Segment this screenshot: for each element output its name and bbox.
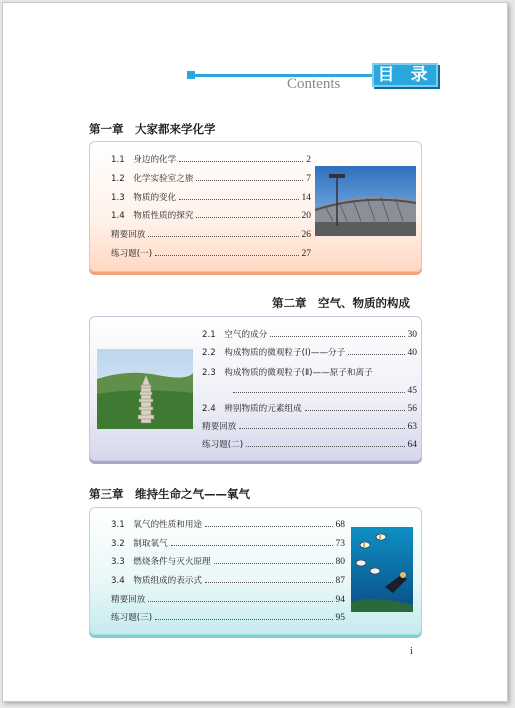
toc-entry[interactable] [111,228,311,240]
toc-entry-label: 精要回放 [111,595,146,605]
toc-entry-page: 2 [306,155,311,165]
toc-entry-label: 2.3 构成物质的微观粒子(Ⅱ)——原子和离子 [202,368,373,378]
diver-photo [351,527,413,612]
toc-entry-label: 练习题(三) [111,613,153,623]
chapter-2-title: 第二章 空气、物质的构成 [272,296,410,310]
toc-entry[interactable] [202,420,417,432]
toc-entry-label: 3.2 制取氧气 [111,539,168,549]
toc-entry[interactable] [111,209,311,221]
toc-entry-page: 14 [301,193,311,203]
toc-entry-page: 20 [301,211,311,221]
toc-entry[interactable] [202,364,417,400]
toc-entry[interactable] [111,518,345,530]
toc-entry[interactable] [111,611,345,623]
toc-entry-label: 1.2 化学实验室之旅 [111,174,194,184]
toc-title-box: 目 录 [372,63,438,87]
toc-entry[interactable] [111,593,345,605]
toc-entry-page: 94 [335,595,345,605]
toc-entry-label: 练习题(二) [202,440,244,450]
toc-entry[interactable] [111,537,345,549]
toc-entry-page: 30 [407,330,417,340]
toc-entry-page: 73 [335,539,345,549]
toc-entry[interactable] [111,153,311,165]
page-number: i [410,646,413,657]
toc-entry-page: 64 [407,440,417,450]
toc-entry-label: 2.1 空气的成分 [202,330,268,340]
toc-entry-label: 练习题(一) [111,249,153,259]
toc-entry-page: 26 [301,230,311,240]
toc-entry-page: 80 [335,557,345,567]
toc-entry-label: 3.3 燃烧条件与灭火原理 [111,557,211,567]
toc-entry-page: 56 [407,404,417,414]
toc-entry[interactable] [202,328,417,340]
toc-entry-page: 27 [301,249,311,259]
toc-entry-label: 1.3 物质的变化 [111,193,177,203]
toc-entry-label: 2.2 构成物质的微观粒子(Ⅰ)——分子 [202,348,346,358]
toc-entry[interactable] [111,191,311,203]
pagoda-photo [97,349,193,429]
toc-entry-page: 40 [407,348,417,358]
toc-entry-page: 7 [306,174,311,184]
toc-entry[interactable] [111,555,345,567]
toc-entry[interactable] [111,172,311,184]
chapter-1-title: 第一章 大家都来学化学 [89,122,216,136]
toc-entry-label: 3.4 物质组成的表示式 [111,576,203,586]
toc-entry-page: 87 [335,576,345,586]
toc-entry-label: 精要回放 [111,230,146,240]
chapter-3-title: 第三章 维持生命之气——氧气 [89,487,250,501]
toc-entry[interactable] [202,438,417,450]
toc-entry[interactable] [111,574,345,586]
toc-entry-label: 精要回放 [202,422,237,432]
toc-entry-page: 45 [407,386,417,396]
toc-entry-page: 63 [407,422,417,432]
stadium-photo [315,166,416,236]
toc-entry-page: 68 [335,520,345,530]
toc-entry[interactable] [111,247,311,259]
toc-entry-label: 3.1 氧气的性质和用途 [111,520,203,530]
toc-entry-label: 1.1 身边的化学 [111,155,177,165]
toc-entry-label: 2.4 辨别物质的元素组成 [202,404,302,414]
toc-entry-page: 95 [335,613,345,623]
toc-entry-label: 1.4 物质性质的探究 [111,211,194,221]
toc-entry[interactable] [202,346,417,358]
toc-subtitle: Contents [287,76,341,92]
toc-entry[interactable] [202,402,417,414]
